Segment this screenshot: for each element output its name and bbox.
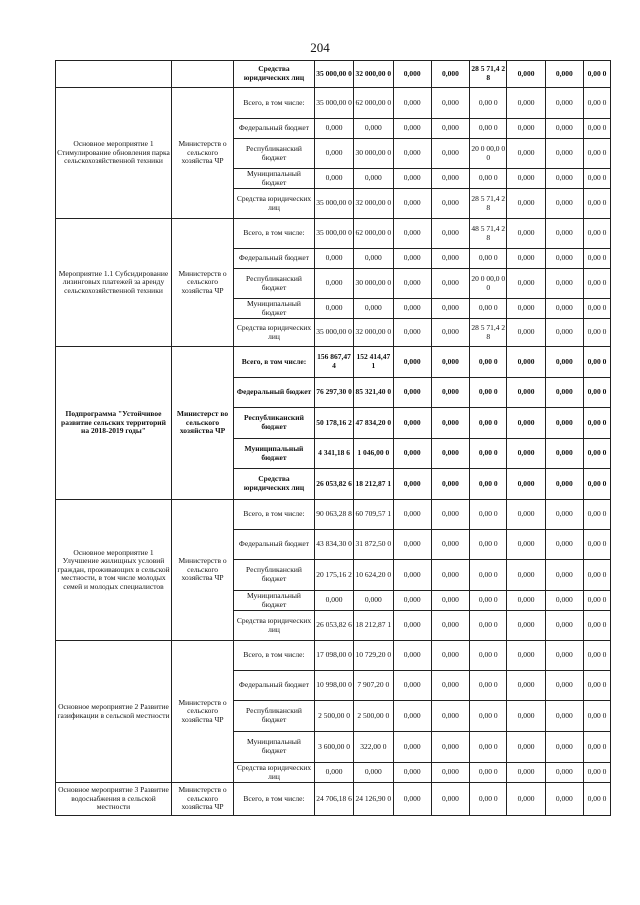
amount-cell: 0,000 bbox=[393, 319, 431, 347]
amount-cell: 0,00 0 bbox=[583, 378, 610, 408]
amount-cell: 0,000 bbox=[431, 189, 469, 219]
amount-cell: 4 341,18 6 bbox=[314, 439, 353, 469]
amount-cell: 0,000 bbox=[545, 169, 583, 189]
amount-cell: 0,000 bbox=[431, 732, 469, 763]
amount-cell: 0,000 bbox=[545, 530, 583, 560]
amount-cell: 0,000 bbox=[545, 732, 583, 763]
amount-cell: 0,000 bbox=[431, 671, 469, 701]
funding-source-cell: Средства юридических лиц bbox=[234, 469, 315, 500]
amount-cell: 0,000 bbox=[393, 269, 431, 299]
amount-cell: 28 5 71,4 28 bbox=[470, 319, 507, 347]
amount-cell: 0,000 bbox=[545, 189, 583, 219]
amount-cell: 0,00 0 bbox=[470, 783, 507, 816]
amount-cell: 35 000,00 0 bbox=[314, 88, 353, 119]
amount-cell: 24 126,90 0 bbox=[354, 783, 393, 816]
amount-cell: 0,000 bbox=[393, 763, 431, 783]
amount-cell: 0,000 bbox=[393, 119, 431, 139]
amount-cell: 0,000 bbox=[545, 347, 583, 378]
funding-source-cell: Федеральный бюджет bbox=[234, 249, 315, 269]
funding-source-cell: Федеральный бюджет bbox=[234, 119, 315, 139]
amount-cell: 0,00 0 bbox=[470, 671, 507, 701]
executor-cell: Министерств о сельского хозяйства ЧР bbox=[171, 219, 233, 347]
amount-cell: 0,000 bbox=[314, 763, 353, 783]
amount-cell: 0,000 bbox=[431, 61, 469, 88]
amount-cell: 0,000 bbox=[507, 119, 545, 139]
amount-cell: 0,000 bbox=[393, 783, 431, 816]
amount-cell: 0,00 0 bbox=[583, 269, 610, 299]
amount-cell: 1 046,00 0 bbox=[354, 439, 393, 469]
amount-cell: 0,000 bbox=[393, 439, 431, 469]
amount-cell: 20 175,16 2 bbox=[314, 560, 353, 591]
amount-cell: 0,000 bbox=[545, 591, 583, 611]
amount-cell: 0,000 bbox=[431, 88, 469, 119]
amount-cell: 18 212,87 1 bbox=[354, 469, 393, 500]
amount-cell: 0,000 bbox=[507, 611, 545, 641]
amount-cell: 47 834,20 0 bbox=[354, 408, 393, 439]
funding-source-cell: Средства юридических лиц bbox=[234, 763, 315, 783]
amount-cell: 0,00 0 bbox=[583, 88, 610, 119]
amount-cell: 2 500,00 0 bbox=[354, 701, 393, 732]
funding-source-cell: Республиканский бюджет bbox=[234, 560, 315, 591]
amount-cell: 0,000 bbox=[431, 641, 469, 671]
amount-cell: 0,000 bbox=[545, 119, 583, 139]
amount-cell: 0,000 bbox=[393, 611, 431, 641]
amount-cell: 0,00 0 bbox=[583, 641, 610, 671]
funding-source-cell: Средства юридических лиц bbox=[234, 189, 315, 219]
amount-cell: 20 0 00,0 00 bbox=[470, 139, 507, 169]
amount-cell: 0,000 bbox=[545, 560, 583, 591]
amount-cell: 0,000 bbox=[393, 219, 431, 249]
amount-cell: 0,000 bbox=[393, 591, 431, 611]
amount-cell: 0,000 bbox=[314, 249, 353, 269]
amount-cell: 0,000 bbox=[507, 319, 545, 347]
amount-cell: 0,000 bbox=[507, 219, 545, 249]
budget-table-body bbox=[56, 61, 611, 816]
amount-cell: 0,00 0 bbox=[470, 763, 507, 783]
amount-cell: 10 624,20 0 bbox=[354, 560, 393, 591]
funding-source-cell: Средства юридических лиц bbox=[234, 319, 315, 347]
amount-cell: 0,000 bbox=[507, 378, 545, 408]
funding-source-cell: Всего, в том числе: bbox=[234, 641, 315, 671]
amount-cell: 0,000 bbox=[354, 249, 393, 269]
amount-cell: 0,000 bbox=[431, 763, 469, 783]
amount-cell: 0,000 bbox=[545, 219, 583, 249]
funding-source-cell: Федеральный бюджет bbox=[234, 378, 315, 408]
amount-cell: 0,000 bbox=[545, 783, 583, 816]
amount-cell: 0,00 0 bbox=[470, 500, 507, 530]
amount-cell: 0,00 0 bbox=[583, 139, 610, 169]
amount-cell: 0,000 bbox=[431, 530, 469, 560]
amount-cell: 10 998,00 0 bbox=[314, 671, 353, 701]
amount-cell: 0,00 0 bbox=[583, 732, 610, 763]
amount-cell: 35 000,00 0 bbox=[314, 319, 353, 347]
amount-cell: 18 212,87 1 bbox=[354, 611, 393, 641]
amount-cell: 30 000,00 0 bbox=[354, 139, 393, 169]
amount-cell: 76 297,30 0 bbox=[314, 378, 353, 408]
amount-cell: 0,00 0 bbox=[470, 701, 507, 732]
amount-cell: 0,000 bbox=[545, 139, 583, 169]
amount-cell: 0,00 0 bbox=[583, 611, 610, 641]
amount-cell: 0,00 0 bbox=[583, 61, 610, 88]
amount-cell: 26 053,82 6 bbox=[314, 611, 353, 641]
amount-cell: 0,000 bbox=[507, 139, 545, 169]
amount-cell: 0,000 bbox=[431, 701, 469, 732]
amount-cell: 0,000 bbox=[507, 641, 545, 671]
amount-cell: 0,00 0 bbox=[470, 249, 507, 269]
amount-cell: 0,000 bbox=[431, 500, 469, 530]
amount-cell: 0,000 bbox=[545, 269, 583, 299]
amount-cell: 0,000 bbox=[507, 269, 545, 299]
table-row bbox=[56, 219, 611, 249]
amount-cell: 0,00 0 bbox=[583, 439, 610, 469]
table-row bbox=[56, 500, 611, 530]
amount-cell: 0,000 bbox=[393, 641, 431, 671]
amount-cell: 0,000 bbox=[431, 319, 469, 347]
amount-cell: 0,000 bbox=[431, 249, 469, 269]
amount-cell: 50 178,16 2 bbox=[314, 408, 353, 439]
funding-source-cell: Муниципальный бюджет bbox=[234, 169, 315, 189]
amount-cell: 0,000 bbox=[507, 347, 545, 378]
funding-source-cell: Всего, в том числе: bbox=[234, 88, 315, 119]
amount-cell: 0,00 0 bbox=[583, 560, 610, 591]
amount-cell: 0,000 bbox=[393, 671, 431, 701]
amount-cell: 0,00 0 bbox=[470, 408, 507, 439]
amount-cell: 0,000 bbox=[507, 189, 545, 219]
table-row bbox=[56, 347, 611, 378]
budget-table bbox=[55, 60, 611, 816]
funding-source-cell: Республиканский бюджет bbox=[234, 408, 315, 439]
amount-cell: 0,000 bbox=[507, 591, 545, 611]
amount-cell: 0,000 bbox=[393, 169, 431, 189]
amount-cell: 0,000 bbox=[431, 611, 469, 641]
amount-cell: 0,000 bbox=[507, 530, 545, 560]
amount-cell: 0,000 bbox=[393, 469, 431, 500]
amount-cell: 0,000 bbox=[507, 783, 545, 816]
amount-cell: 0,000 bbox=[507, 701, 545, 732]
measure-name-cell: Основное мероприятие 2 Развитие газификации в сельской местности bbox=[56, 641, 172, 783]
amount-cell: 0,000 bbox=[545, 763, 583, 783]
amount-cell: 0,000 bbox=[393, 500, 431, 530]
funding-source-cell: Республиканский бюджет bbox=[234, 269, 315, 299]
table-row bbox=[56, 641, 611, 671]
amount-cell: 0,000 bbox=[431, 591, 469, 611]
amount-cell: 0,000 bbox=[545, 299, 583, 319]
amount-cell: 0,000 bbox=[354, 763, 393, 783]
amount-cell: 0,00 0 bbox=[583, 219, 610, 249]
amount-cell: 0,000 bbox=[507, 61, 545, 88]
amount-cell: 0,000 bbox=[545, 469, 583, 500]
amount-cell: 0,000 bbox=[393, 299, 431, 319]
amount-cell: 0,00 0 bbox=[583, 169, 610, 189]
amount-cell: 0,000 bbox=[431, 439, 469, 469]
amount-cell: 0,000 bbox=[314, 591, 353, 611]
amount-cell: 0,00 0 bbox=[583, 530, 610, 560]
funding-source-cell: Федеральный бюджет bbox=[234, 671, 315, 701]
amount-cell: 0,000 bbox=[507, 299, 545, 319]
amount-cell: 0,000 bbox=[507, 671, 545, 701]
amount-cell: 0,00 0 bbox=[470, 119, 507, 139]
amount-cell: 0,000 bbox=[431, 169, 469, 189]
amount-cell: 0,00 0 bbox=[470, 641, 507, 671]
funding-source-cell: Муниципальный бюджет bbox=[234, 591, 315, 611]
amount-cell: 0,00 0 bbox=[470, 88, 507, 119]
amount-cell: 26 053,82 6 bbox=[314, 469, 353, 500]
table-row bbox=[56, 783, 611, 816]
amount-cell: 0,000 bbox=[354, 119, 393, 139]
funding-source-cell: Средства юридических лиц bbox=[234, 611, 315, 641]
measure-name-cell: Основное мероприятие 3 Развитие водоснабжения в сельской местности bbox=[56, 783, 172, 816]
amount-cell: 0,000 bbox=[507, 500, 545, 530]
amount-cell: 0,00 0 bbox=[470, 611, 507, 641]
amount-cell: 28 5 71,4 28 bbox=[470, 61, 507, 88]
amount-cell: 0,000 bbox=[431, 299, 469, 319]
amount-cell: 0,000 bbox=[393, 732, 431, 763]
amount-cell: 0,000 bbox=[507, 469, 545, 500]
amount-cell: 0,00 0 bbox=[583, 783, 610, 816]
amount-cell: 2 500,00 0 bbox=[314, 701, 353, 732]
amount-cell: 0,000 bbox=[545, 611, 583, 641]
amount-cell: 0,000 bbox=[393, 530, 431, 560]
amount-cell: 0,00 0 bbox=[583, 319, 610, 347]
amount-cell: 10 729,20 0 bbox=[354, 641, 393, 671]
amount-cell: 0,00 0 bbox=[470, 299, 507, 319]
amount-cell: 30 000,00 0 bbox=[354, 269, 393, 299]
executor-cell: Министерств о сельского хозяйства ЧР bbox=[171, 500, 233, 641]
amount-cell: 0,000 bbox=[314, 269, 353, 299]
amount-cell: 3 600,00 0 bbox=[314, 732, 353, 763]
funding-source-cell: Всего, в том числе: bbox=[234, 347, 315, 378]
amount-cell: 7 907,20 0 bbox=[354, 671, 393, 701]
amount-cell: 0,000 bbox=[393, 88, 431, 119]
measure-name-cell: Подпрограмма "Устойчивое развитие сельских территорий на 2018-2019 годы" bbox=[56, 347, 172, 500]
amount-cell: 0,00 0 bbox=[470, 439, 507, 469]
amount-cell: 0,000 bbox=[507, 249, 545, 269]
funding-source-cell: Всего, в том числе: bbox=[234, 219, 315, 249]
amount-cell: 62 000,00 0 bbox=[354, 88, 393, 119]
amount-cell: 0,000 bbox=[431, 783, 469, 816]
amount-cell: 322,00 0 bbox=[354, 732, 393, 763]
amount-cell: 20 0 00,0 00 bbox=[470, 269, 507, 299]
amount-cell: 0,000 bbox=[545, 701, 583, 732]
amount-cell: 0,000 bbox=[393, 61, 431, 88]
amount-cell: 0,00 0 bbox=[583, 249, 610, 269]
funding-source-cell: Муниципальный бюджет bbox=[234, 439, 315, 469]
amount-cell: 0,00 0 bbox=[470, 732, 507, 763]
amount-cell: 0,00 0 bbox=[470, 347, 507, 378]
amount-cell: 43 834,30 0 bbox=[314, 530, 353, 560]
amount-cell: 0,00 0 bbox=[583, 469, 610, 500]
amount-cell: 0,000 bbox=[545, 439, 583, 469]
amount-cell: 0,00 0 bbox=[583, 299, 610, 319]
amount-cell: 0,000 bbox=[393, 408, 431, 439]
amount-cell: 0,00 0 bbox=[583, 189, 610, 219]
amount-cell: 32 000,00 0 bbox=[354, 319, 393, 347]
amount-cell: 60 709,57 1 bbox=[354, 500, 393, 530]
amount-cell: 17 098,00 0 bbox=[314, 641, 353, 671]
amount-cell: 0,00 0 bbox=[470, 169, 507, 189]
table-row bbox=[56, 88, 611, 119]
amount-cell: 0,00 0 bbox=[470, 378, 507, 408]
measure-name-cell: Основное мероприятие 1 Стимулирование обновления парка сельскохозяйственной техники bbox=[56, 88, 172, 219]
executor-cell: Министерств о сельского хозяйства ЧР bbox=[171, 88, 233, 219]
amount-cell: 0,000 bbox=[545, 671, 583, 701]
amount-cell: 0,000 bbox=[507, 169, 545, 189]
amount-cell: 0,000 bbox=[431, 269, 469, 299]
amount-cell: 0,000 bbox=[545, 500, 583, 530]
amount-cell: 0,00 0 bbox=[583, 701, 610, 732]
table-row bbox=[56, 61, 611, 88]
amount-cell: 0,00 0 bbox=[470, 591, 507, 611]
amount-cell: 0,000 bbox=[314, 299, 353, 319]
amount-cell: 48 5 71,4 28 bbox=[470, 219, 507, 249]
amount-cell: 24 706,18 6 bbox=[314, 783, 353, 816]
amount-cell: 0,000 bbox=[507, 732, 545, 763]
executor-cell: Министерст во сельского хозяйства ЧР bbox=[171, 347, 233, 500]
executor-cell: Министерств о сельского хозяйства ЧР bbox=[171, 641, 233, 783]
amount-cell: 0,000 bbox=[545, 641, 583, 671]
amount-cell: 0,000 bbox=[545, 61, 583, 88]
amount-cell: 35 000,00 0 bbox=[314, 189, 353, 219]
funding-source-cell: Средства юридических лиц bbox=[234, 61, 315, 88]
amount-cell: 0,000 bbox=[545, 378, 583, 408]
amount-cell: 0,00 0 bbox=[470, 560, 507, 591]
funding-source-cell: Республиканский бюджет bbox=[234, 701, 315, 732]
amount-cell: 0,000 bbox=[431, 139, 469, 169]
amount-cell: 35 000,00 0 bbox=[314, 61, 353, 88]
amount-cell: 0,000 bbox=[393, 560, 431, 591]
amount-cell: 0,000 bbox=[314, 169, 353, 189]
amount-cell: 0,000 bbox=[545, 249, 583, 269]
amount-cell: 0,00 0 bbox=[583, 500, 610, 530]
amount-cell: 0,000 bbox=[393, 139, 431, 169]
amount-cell: 0,000 bbox=[431, 408, 469, 439]
amount-cell: 0,000 bbox=[507, 560, 545, 591]
amount-cell: 0,000 bbox=[431, 469, 469, 500]
measure-name-cell bbox=[56, 61, 172, 88]
amount-cell: 0,000 bbox=[393, 347, 431, 378]
amount-cell: 0,000 bbox=[393, 701, 431, 732]
amount-cell: 156 867,47 4 bbox=[314, 347, 353, 378]
amount-cell: 0,00 0 bbox=[583, 763, 610, 783]
amount-cell: 0,00 0 bbox=[583, 347, 610, 378]
page-number: 204 bbox=[310, 40, 330, 55]
amount-cell: 0,00 0 bbox=[583, 671, 610, 701]
funding-source-cell: Республиканский бюджет bbox=[234, 139, 315, 169]
funding-source-cell: Всего, в том числе: bbox=[234, 783, 315, 816]
amount-cell: 62 000,00 0 bbox=[354, 219, 393, 249]
amount-cell: 0,000 bbox=[393, 189, 431, 219]
amount-cell: 0,000 bbox=[431, 560, 469, 591]
amount-cell: 0,000 bbox=[431, 219, 469, 249]
amount-cell: 152 414,47 1 bbox=[354, 347, 393, 378]
funding-source-cell: Всего, в том числе: bbox=[234, 500, 315, 530]
amount-cell: 0,00 0 bbox=[583, 119, 610, 139]
amount-cell: 0,000 bbox=[431, 378, 469, 408]
amount-cell: 0,000 bbox=[393, 378, 431, 408]
amount-cell: 0,000 bbox=[354, 169, 393, 189]
amount-cell: 0,000 bbox=[354, 299, 393, 319]
amount-cell: 35 000,00 0 bbox=[314, 219, 353, 249]
amount-cell: 0,000 bbox=[507, 763, 545, 783]
amount-cell: 0,000 bbox=[545, 88, 583, 119]
amount-cell: 0,000 bbox=[507, 408, 545, 439]
amount-cell: 0,00 0 bbox=[470, 530, 507, 560]
amount-cell: 0,000 bbox=[545, 408, 583, 439]
amount-cell: 0,000 bbox=[431, 347, 469, 378]
amount-cell: 31 872,50 0 bbox=[354, 530, 393, 560]
amount-cell: 0,00 0 bbox=[583, 591, 610, 611]
funding-source-cell: Муниципальный бюджет bbox=[234, 299, 315, 319]
amount-cell: 0,000 bbox=[545, 319, 583, 347]
amount-cell: 0,000 bbox=[393, 249, 431, 269]
amount-cell: 0,000 bbox=[507, 88, 545, 119]
amount-cell: 32 000,00 0 bbox=[354, 189, 393, 219]
amount-cell: 0,000 bbox=[354, 591, 393, 611]
amount-cell: 0,000 bbox=[314, 139, 353, 169]
amount-cell: 0,000 bbox=[314, 119, 353, 139]
amount-cell: 0,00 0 bbox=[583, 408, 610, 439]
executor-cell bbox=[171, 61, 233, 88]
measure-name-cell: Мероприятие 1.1 Субсидирование лизинговых платежей за аренду сельскохозяйственной техники bbox=[56, 219, 172, 347]
amount-cell: 28 5 71,4 28 bbox=[470, 189, 507, 219]
measure-name-cell: Основное мероприятие 1 Улучшение жилищных условий граждан, проживающих в сельской местности, в том числе молодых семей и молодых специалистов bbox=[56, 500, 172, 641]
executor-cell: Министерств о сельского хозяйства ЧР bbox=[171, 783, 233, 816]
amount-cell: 85 321,40 0 bbox=[354, 378, 393, 408]
amount-cell: 0,000 bbox=[507, 439, 545, 469]
amount-cell: 32 000,00 0 bbox=[354, 61, 393, 88]
funding-source-cell: Федеральный бюджет bbox=[234, 530, 315, 560]
amount-cell: 90 063,28 8 bbox=[314, 500, 353, 530]
amount-cell: 0,000 bbox=[431, 119, 469, 139]
funding-source-cell: Муниципальный бюджет bbox=[234, 732, 315, 763]
amount-cell: 0,00 0 bbox=[470, 469, 507, 500]
